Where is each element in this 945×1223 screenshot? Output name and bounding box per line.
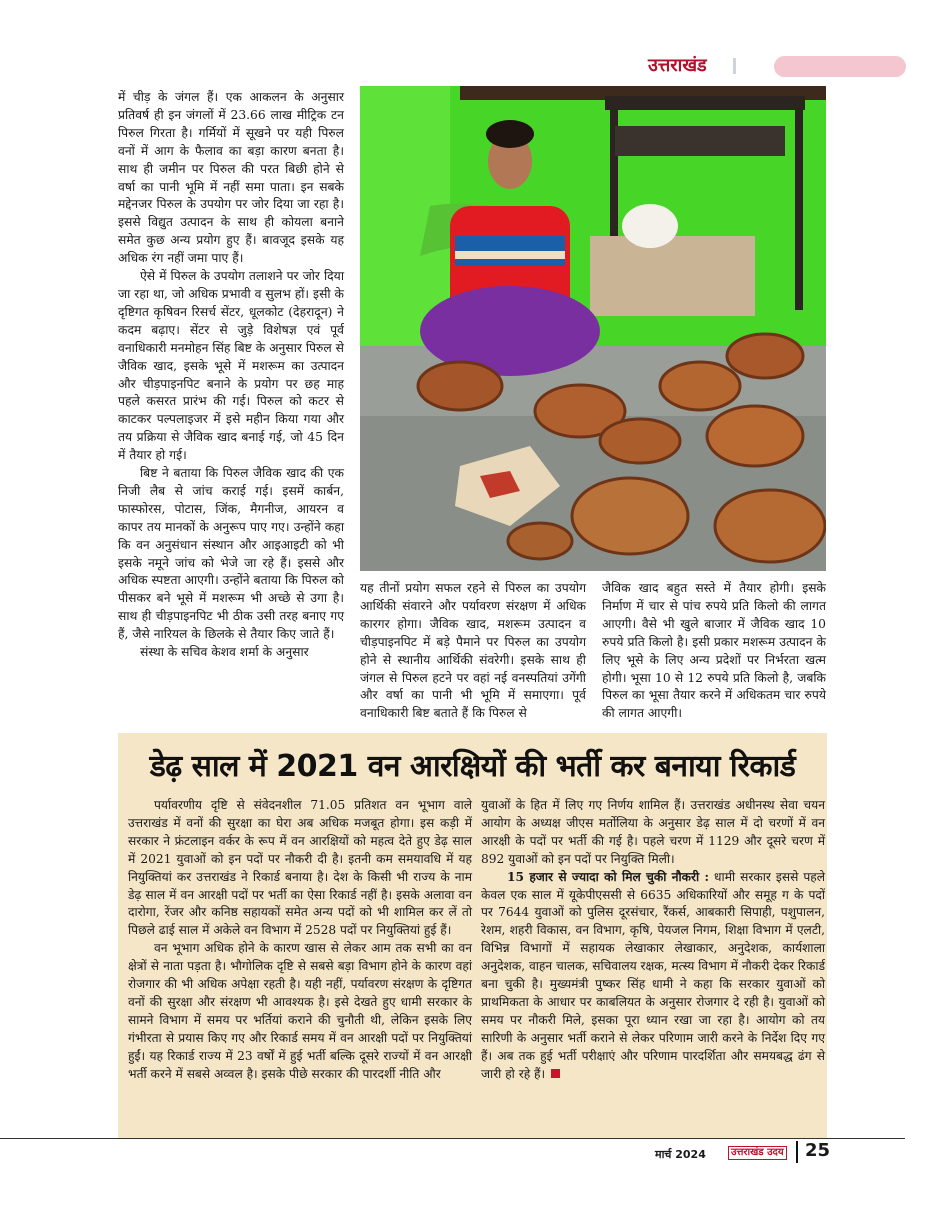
- paragraph: ऐसे में पिरुल के उपयोग तलाशने पर जोर दिया जा रहा था, जो अधिक प्रभावी व सुलभ हों। इसी के दृष्टिगत कृषिवन रिसर्च सेंटर, धूलकोट (देहरादून) ने कदम बढ़ाए। सेंटर से जुड़े विशेषज्ञ एवं पूर्व वनाधिकारी मनमोहन सिंह बिष्ट के अनुसार पिरुल से जैविक खाद, इसके भूसे में मशरूम का उत्पादन और चीड़पाइनपिट बनाने के प्रयोग पर छह माह पहले कसरत प्रारंभ की गई। पिरुल को कटर से काटकर पल्पलाइजर में इसे महीन किया गया और तय प्रक्रिया से जैविक खाद बनाई गई, जो 45 दिन में तैयार हो गई।: [118, 269, 344, 463]
- footer-divider: [796, 1141, 798, 1163]
- header-divider: [733, 58, 736, 74]
- paragraph: जैविक खाद बहुत सस्ते में तैयार होगी। इसके निर्माण में चार से पांच रुपये प्रति किलो की लागत आएगी। वैसे भी खुले बाजार में जैविक खाद 10 रुपये प्रति किलो है। इसी प्रकार मशरूम उत्पादन के लिए भूसे के लिए अन्य प्रदेशों पर निर्भरता खत्म होगी। भूसा 10 से 12 रुपये प्रति किलो है, जबकि पिरुल का भूसा तैयार करने में अधिकतम चार रुपये की लागत आएगी।: [602, 581, 826, 721]
- paragraph-text: धामी सरकार इससे पहले केवल एक साल में यूकेपीएससी से 6635 अधिकारियों और समूह ग के पदों पर 7644 युवाओं को पुलिस दूरसंचार, रैंकर्स, आबकारी सिपाही, पशुपालन, रेशम, शहरी विकास, वन विभाग, कृषि, पेयजल निगम, शिक्षा विभाग में एलटी, विभिन्न विभागों में सहायक लेखाकार लेखाकार, अनुदेशक, कार्यशाला अनुदेशक, वाहन चालक, सचिवालय रक्षक, मत्स्य विभाग में नौकरी देकर रिकार्ड बना चुकी है। मुख्यमंत्री पुष्कर सिंह धामी ने कहा कि सरकार युवाओं को प्राथमिकता के आधार पर काबलियत के अनुसार रोजगार दे रही है। युवाओं को समय पर नौकरी मिले, इसका पूरा ध्यान रखा जा रहा है। आयोग को तय सारिणी के अनुसार भर्ती कराने से लेकर परिणाम जारी करने के निर्देश दिए गए हैं। अब तक हुई भर्ती परीक्षाएं और परिणाम पारदर्शिता और समयबद्ध ढंग से जारी हो रहे हैं।: [481, 869, 825, 1081]
- paragraph: बिष्ट ने बताया कि पिरुल जैविक खाद की एक निजी लैब से जांच कराई गई। इसमें कार्बन, फास्फोरस, पोटास, जिंक, मैगनीज, आयरन व कापर तय मानकों के अनुरूप पाए गए। उन्होंने कहा कि वन अनुसंधान संस्थान और आइआइटी को भी इसके नमूने जांच को भेजे जा रहे हैं। इससे और अधिक स्पष्टता आएगी। उन्होंने बताया कि पिरुल को पीसकर बने भूसे में मशरूम भी अच्छे से उगा है। साथ ही चीड़पाइनपिट भी ठीक उसी तरह बनाए गए हैं, जैसे नारियल के छिलके से तैयार किए जाते हैं।: [118, 466, 344, 642]
- paragraph: संस्था के सचिव केशव शर्मा के अनुसार: [140, 645, 309, 660]
- paragraph: [481, 869, 825, 1084]
- box-subheading: 15 हजार से ज्यादा को मिल चुकी नौकरी :: [507, 869, 710, 884]
- page-number: 25: [805, 1140, 831, 1161]
- box-headline: डेढ़ साल में 2021 वन आरक्षियों की भर्ती कर बनाया रिकार्ड: [149, 749, 796, 784]
- box-right-column: [481, 797, 825, 1084]
- paragraph: पर्यावरणीय दृष्टि से संवेदनशील 71.05 प्रतिशत वन भूभाग वाले उत्तराखंड में वनों की सुरक्षा का घेरा अब अधिक मजबूत होगा। इस कड़ी में सरकार ने फ्रंटलाइन वर्कर के रूप में वन आरक्षियों को महत्व देते हुए डेढ़ साल में 2021 युवाओं को इन पदों पर नौकरी दी है। इतनी कम समयावधि में यह नियुक्तियां कर उत्तराखंड ने रिकार्ड बनाया है। देश के किसी भी राज्य के नाम डेढ़ साल में वन आरक्षी पदों पर भर्ती का ऐसा रिकार्ड नहीं है। इसके अलावा वन दारोगा, रेंजर और कनिष्ठ सहायकों समेत अन्य पदों को भी शामिल कर लें तो पिछले ढाई साल में अकेले वन विभाग में 2528 पदों पर नियुक्तियां हुई हैं।: [128, 798, 472, 938]
- paragraph: युवाओं के हित में लिए गए निर्णय शामिल हैं। उत्तराखंड अधीनस्थ सेवा चयन आयोग के अध्यक्ष जीएस मर्तोलिया के अनुसार डेढ़ साल में दो चरणों में वन आरक्षी के पदों पर भर्ती की गई है। पहले चरण में 1129 और दूसरे चरण में 892 युवाओं को इन पदों पर नियुक्ति मिली।: [481, 798, 825, 866]
- header-decoration: [774, 56, 906, 77]
- issue-date: मार्च 2024: [655, 1148, 706, 1161]
- section-title: उत्तराखंड: [648, 55, 707, 76]
- magazine-logo: उत्तराखंड उदय: [728, 1146, 787, 1160]
- footer-rule: [0, 1138, 905, 1139]
- paragraph: में चीड़ के जंगल हैं। एक आकलन के अनुसार प्रतिवर्ष ही इन जंगलों में 23.66 लाख मीट्रिक टन पिरुल गिरता है। गर्मियों में सूखने पर यही पिरुल वनों में आग के फैलाव का बड़ा कारण बनता है। साथ ही जमीन पर पिरुल की परत बिछी होने से वर्षा का पानी भूमि में नहीं समा पाता। इन सबके मद्देनजर पिरुल के उपयोग पर जोर दिया जा रहा है। इससे विद्युत उत्पादन के साथ ही कोयला बनाने समेत कुछ अन्य प्रयोग हुए हैं। बावजूद इसके यह अधिक रंग नहीं जमा पाए हैं।: [118, 90, 344, 266]
- article-middle-column: [360, 580, 586, 723]
- article-left-column: [118, 89, 344, 662]
- article-right-column: [602, 580, 826, 723]
- paragraph: यह तीनों प्रयोग सफल रहने से पिरुल का उपयोग आर्थिकी संवारने और पर्यावरण संरक्षण में अधिक कारगर होगा। जैविक खाद, मशरूम उत्पादन व चीड़पाइनपिट में बड़े पैमाने पर पिरुल का उपयोग होने से स्थानीय आर्थिकी संवरेगी। इसके साथ ही जंगल से पिरुल हटने पर वहां नई वनस्पतियां उगेंगी और वर्षा का पानी भी भूमि में समाएगा। पूर्व वनाधिकारी बिष्ट बताते हैं कि पिरुल से: [360, 581, 586, 721]
- box-left-column: [128, 797, 472, 1084]
- article-photo: [360, 86, 826, 571]
- end-mark-icon: [551, 1069, 560, 1078]
- paragraph: वन भूभाग अधिक होने के कारण खास से लेकर आम तक सभी का वन क्षेत्रों से नाता पड़ता है। भौगोलिक दृष्टि से सबसे बड़ा विभाग होने के कारण वहां रोजगार की भी अधिक अपेक्षा रहती है। यही नहीं, पर्यावरण संरक्षण के दृष्टिगत वनों की सुरक्षा और संरक्षण भी आवश्यक है। इसे देखते हुए धामी सरकार के सामने विभाग में समय पर भर्तियां कराने की चुनौती थी, लेकिन इसके लिए गंभीरता से प्रयास किए गए और रिकार्ड समय में वन आरक्षी पदों पर नियुक्तियां हुईं। यह रिकार्ड राज्य में 23 वर्षों में हुई भर्ती बल्कि दूसरे राज्यों में वन आरक्षी भर्ती करने में सबसे अव्वल है। इसके पीछे सरकार की पारदर्शी नीति और: [128, 941, 472, 1081]
